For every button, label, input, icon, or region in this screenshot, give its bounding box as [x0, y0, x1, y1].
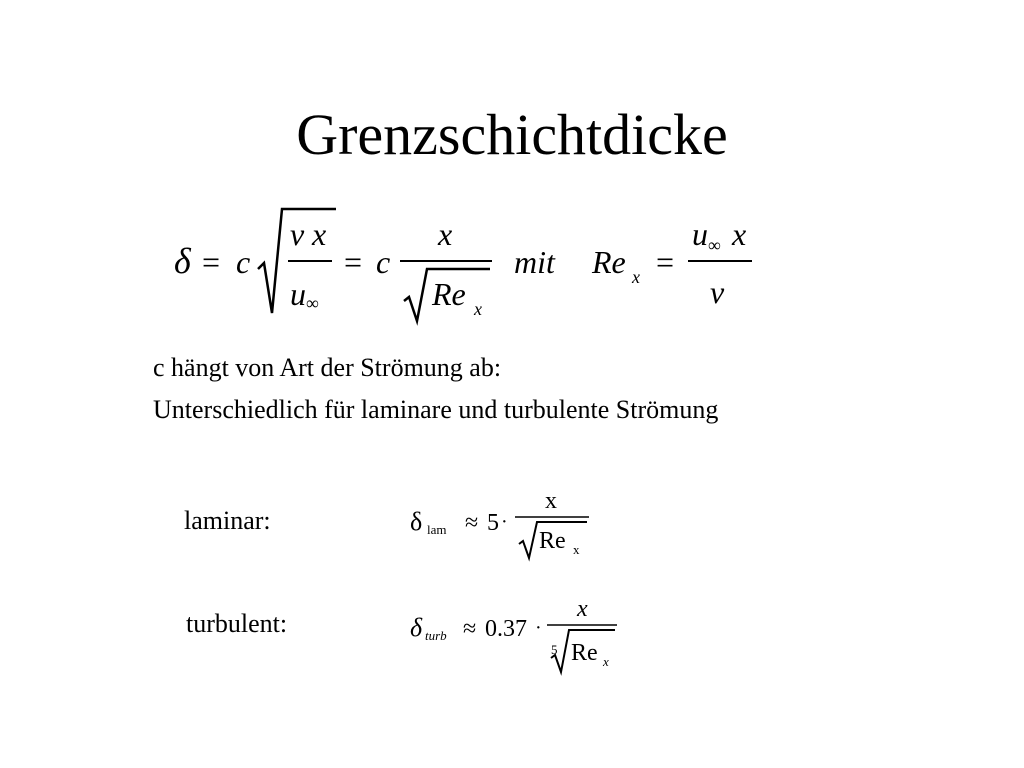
turbulent-label: turbulent: — [186, 609, 288, 638]
nu-symbol: ν — [290, 216, 305, 252]
equals-sign: = — [202, 244, 221, 280]
equals-sign: = — [656, 244, 675, 280]
x-symbol: x — [438, 216, 453, 252]
u-symbol: u — [692, 216, 708, 252]
equals-sign: = — [344, 244, 363, 280]
x-subscript: x — [603, 654, 609, 669]
body-line: c hängt von Art der Strömung ab: — [153, 353, 502, 382]
laminar-formula — [405, 482, 605, 562]
body-line: Unterschiedlich für laminare und turbulente Strömung — [153, 395, 719, 424]
u-symbol: u — [290, 276, 306, 312]
reynolds-symbol: Re — [592, 244, 626, 280]
turbulent-formula — [405, 592, 635, 677]
dot-operator: · — [501, 511, 508, 533]
constant-c: c — [376, 244, 391, 280]
lam-subscript: lam — [427, 522, 447, 537]
delta-symbol: δ — [410, 613, 423, 642]
approx-sign: ≈ — [463, 616, 477, 642]
x-subscript: x — [632, 267, 640, 287]
numerator-x: x — [545, 488, 557, 514]
nu-symbol: ν — [710, 274, 725, 310]
slide-title: Grenzschichtdicke — [296, 102, 728, 167]
x-subscript: x — [573, 542, 580, 557]
x-subscript: x — [474, 299, 482, 319]
infinity-subscript: ∞ — [708, 235, 721, 255]
laminar-label: laminar: — [184, 506, 271, 535]
x-symbol: x — [312, 216, 327, 252]
delta-symbol: δ — [174, 241, 191, 281]
root-index: 5 — [551, 642, 558, 657]
x-symbol: x — [732, 216, 747, 252]
approx-sign: ≈ — [465, 510, 479, 536]
delta-symbol: δ — [410, 507, 423, 536]
boundary-layer-formula — [160, 205, 780, 335]
constant-c: c — [236, 244, 251, 280]
factor-value: 0.37 — [485, 616, 527, 642]
reynolds-symbol: Re — [432, 276, 466, 312]
reynolds-symbol: Re — [539, 528, 566, 554]
reynolds-symbol: Re — [571, 640, 598, 666]
mit-word: mit — [514, 244, 555, 280]
turb-subscript: turb — [425, 628, 447, 643]
numerator-x: x — [577, 596, 588, 622]
factor-value: 5 — [487, 510, 499, 536]
dot-operator: · — [535, 617, 542, 639]
infinity-subscript: ∞ — [306, 293, 319, 313]
